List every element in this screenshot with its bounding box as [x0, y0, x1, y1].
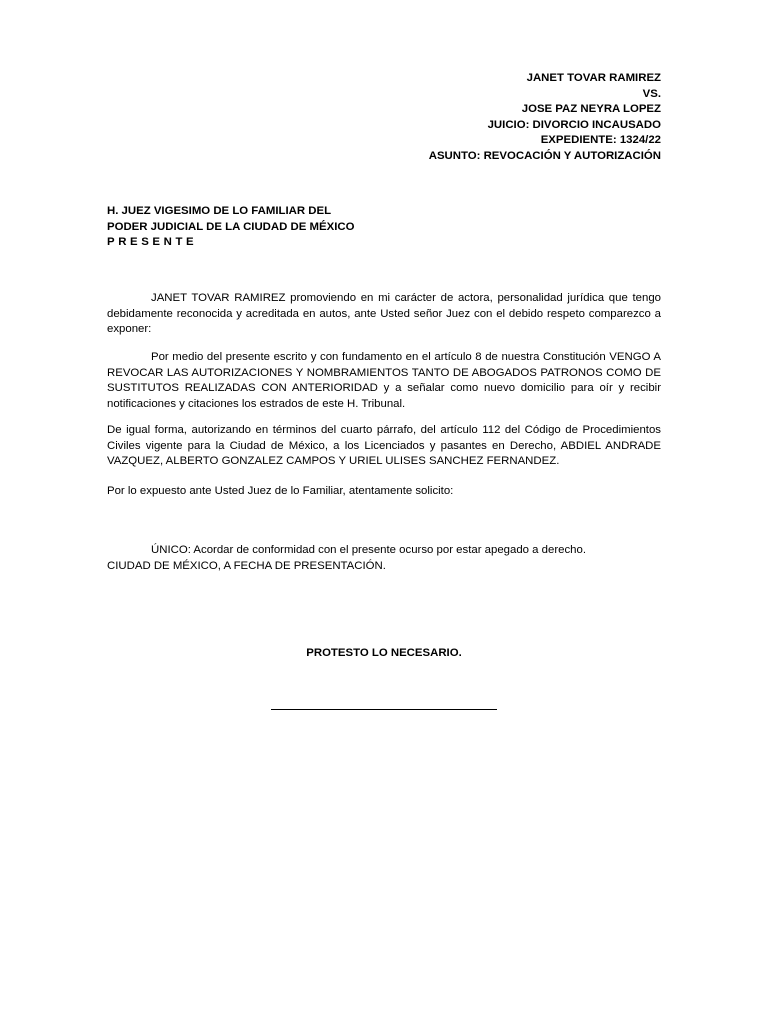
introduction-text: promoviendo en mi carácter de actora, personalidad jurídica que tengo debidamente reconocida y acreditada en autos, ante Usted señor Juez con el debido respeto comparezco a exponer: [107, 292, 661, 335]
revocation-text: Por medio del presente escrito y con fundamento en el artículo 8 de nuestra Constitución VENGO A REVOCAR LAS AUTORIZACIONES Y NOMBRAMIENTOS TANTO DE ABOGADOS PATRONOS COMO DE SUSTITUTOS REALIZADAS CON ANTERIORIDAD y a señalar como nuevo domicilio para oír y recibir notificaciones y citaciones los estrados de este H. Tribunal. [107, 351, 661, 410]
addressee-line-1: H. JUEZ VIGESIMO DE LO FAMILIAR DEL [107, 205, 332, 217]
paragraph-request [107, 484, 661, 500]
addressee-block [107, 204, 507, 251]
header-file-number: EXPEDIENTE: 1324/22 [540, 134, 661, 146]
header-subject: ASUNTO: REVOCACIÓN Y AUTORIZACIÓN [428, 149, 661, 162]
paragraph-introduction [107, 291, 661, 338]
closing-protest: PROTESTO LO NECESARIO. [306, 647, 462, 659]
petition-city-date: CIUDAD DE MÉXICO, A FECHA DE PRESENTACIÓN. [107, 559, 386, 572]
header-actor: JANET TOVAR RAMIREZ [526, 72, 661, 84]
paragraph-authorization [107, 423, 661, 470]
addressee-line-2: PODER JUDICIAL DE LA CIUDAD DE MÉXICO [107, 220, 355, 233]
authorized-names: ABDIEL ANDRADE VAZQUEZ, ALBERTO GONZALEZ CAMPOS Y URIEL ULISES SANCHEZ FERNANDEZ. [107, 439, 661, 467]
authorization-text: De igual forma, autorizando en términos del cuarto párrafo, del artículo 112 del Código de Procedimientos Civiles vigente para la Ciudad de México, a los Licenciados y pasantes en Derecho, [107, 424, 661, 452]
signature-line [271, 708, 497, 710]
petition-unico: ÚNICO: Acordar de conformidad con el presente ocurso por estar apegado a derecho. [151, 544, 586, 556]
actor-name: JANET TOVAR RAMIREZ [151, 292, 286, 304]
addressee-presente: PRESENTE [107, 236, 198, 248]
request-text: Por lo expuesto ante Usted Juez de lo Familiar, atentamente solicito: [107, 485, 454, 497]
case-header [241, 71, 661, 164]
header-trial: JUICIO: DIVORCIO INCAUSADO [487, 118, 661, 131]
petition-block [107, 543, 661, 574]
header-defendant: JOSE PAZ NEYRA LOPEZ [521, 103, 661, 115]
header-versus: VS. [642, 87, 661, 100]
paragraph-revocation [107, 350, 661, 412]
